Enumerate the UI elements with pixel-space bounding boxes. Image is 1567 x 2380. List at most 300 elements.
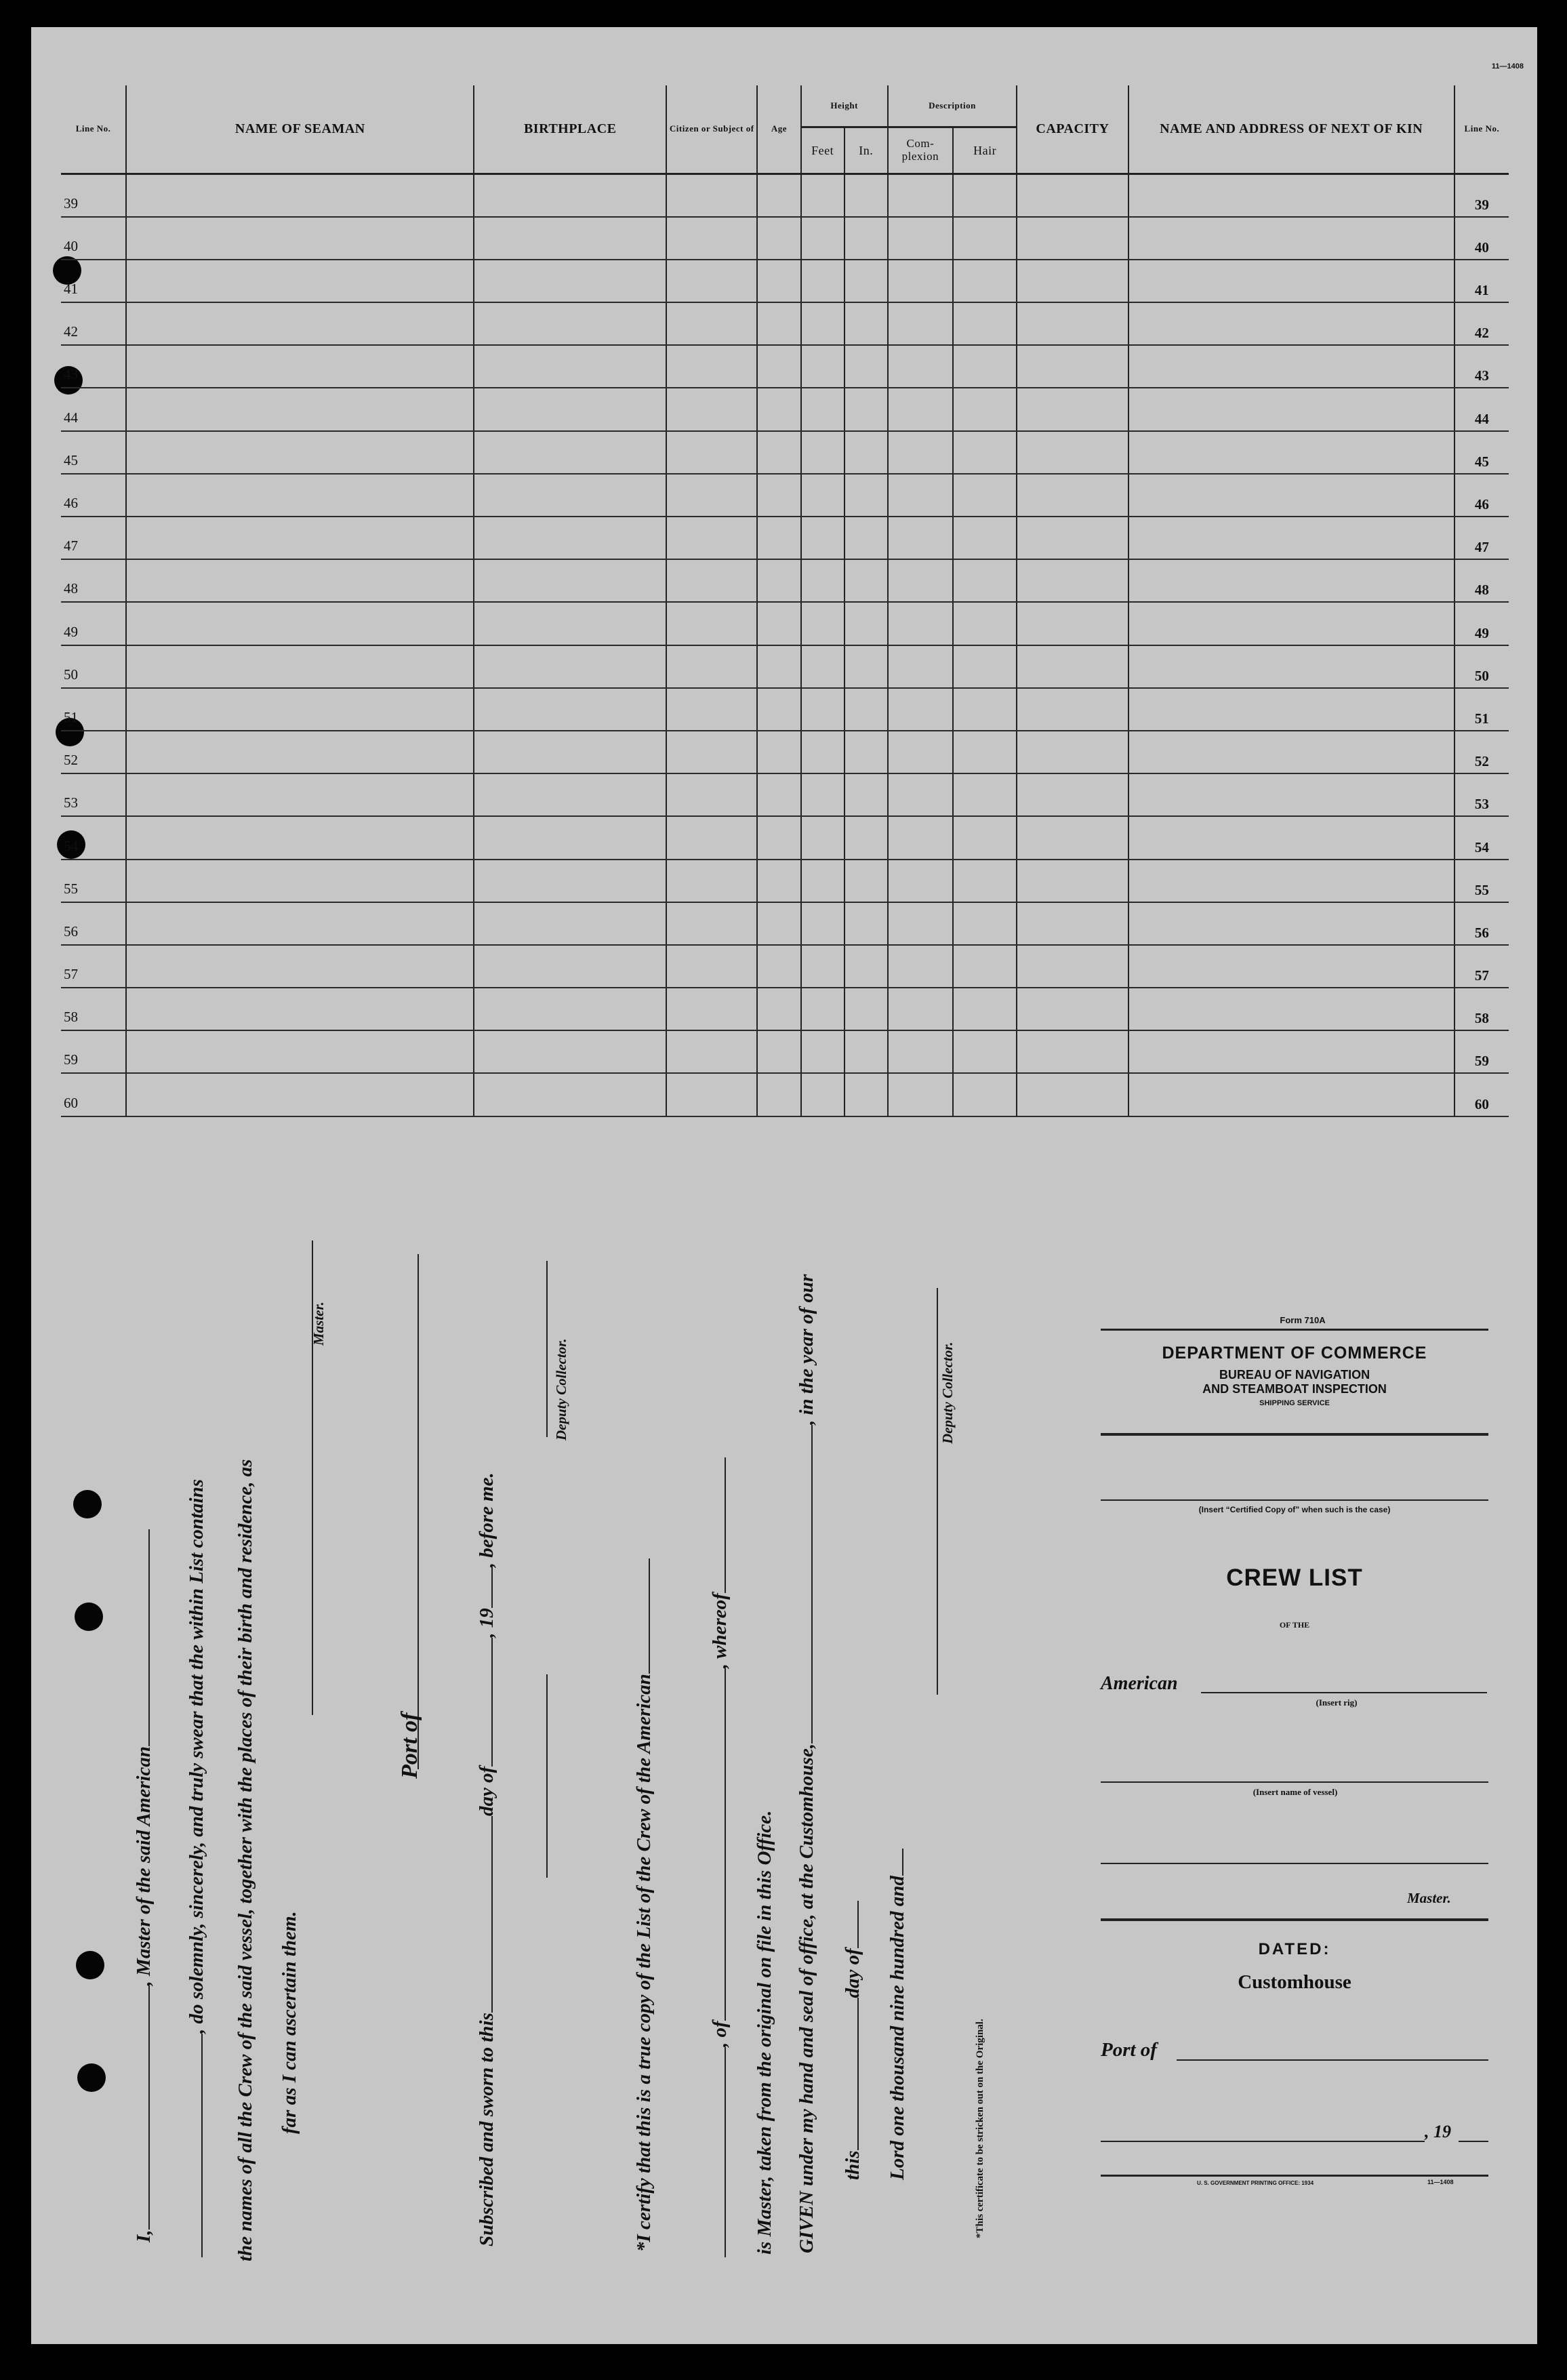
table-cell[interactable]: [953, 773, 1017, 816]
table-cell[interactable]: [474, 517, 666, 559]
table-cell[interactable]: [126, 302, 474, 345]
table-cell[interactable]: [888, 345, 953, 388]
row-line-number-right: 48: [1454, 559, 1509, 602]
cover-year-blank[interactable]: [1459, 2141, 1488, 2142]
department-title: DEPARTMENT OF COMMERCE: [1162, 1344, 1427, 1363]
table-cell[interactable]: [666, 602, 757, 645]
rig-blank[interactable]: [1201, 1692, 1487, 1693]
table-cell[interactable]: [474, 860, 666, 902]
table-cell[interactable]: [757, 988, 800, 1030]
table-cell[interactable]: [844, 345, 888, 388]
vessel-name-blank[interactable]: [148, 1529, 150, 1746]
table-row: [61, 945, 1509, 988]
table-cell[interactable]: [757, 517, 800, 559]
certificate-line-1: *I certify that this is a true copy of the List of the Crew of the American: [633, 1371, 655, 2252]
american-label: American: [1101, 1673, 1178, 1694]
table-cell[interactable]: [757, 945, 800, 988]
table-cell[interactable]: [1128, 388, 1454, 430]
cert-day-blank[interactable]: [857, 1998, 859, 2150]
table-cell[interactable]: [801, 860, 844, 902]
table-cell[interactable]: [844, 1030, 888, 1073]
table-cell[interactable]: [844, 1073, 888, 1116]
table-cell[interactable]: [757, 388, 800, 430]
table-cell[interactable]: [666, 816, 757, 859]
table-cell[interactable]: [666, 388, 757, 430]
table-cell[interactable]: [844, 816, 888, 859]
table-cell[interactable]: [1128, 645, 1454, 688]
table-cell[interactable]: [1128, 602, 1454, 645]
table-cell[interactable]: [953, 174, 1017, 217]
table-cell[interactable]: [888, 688, 953, 731]
table-cell[interactable]: [757, 773, 800, 816]
table-cell[interactable]: [1128, 302, 1454, 345]
table-cell[interactable]: [888, 731, 953, 773]
table-cell[interactable]: [844, 388, 888, 430]
table-cell[interactable]: [953, 1030, 1017, 1073]
row-line-number-right: 51: [1454, 688, 1509, 731]
table-cell[interactable]: [953, 860, 1017, 902]
table-cell[interactable]: [953, 388, 1017, 430]
table-cell[interactable]: [474, 174, 666, 217]
table-cell[interactable]: [474, 645, 666, 688]
table-cell[interactable]: [844, 474, 888, 517]
table-cell[interactable]: [844, 174, 888, 217]
table-cell[interactable]: [666, 302, 757, 345]
table-row: [61, 431, 1509, 474]
table-cell[interactable]: [474, 431, 666, 474]
table-cell[interactable]: [1128, 816, 1454, 859]
cert-customhouse-blank[interactable]: [811, 1425, 813, 1743]
table-cell[interactable]: [757, 1073, 800, 1116]
table-cell[interactable]: [801, 1030, 844, 1073]
vessel-name-blank-cover[interactable]: [1101, 1781, 1488, 1783]
table-cell[interactable]: [1128, 517, 1454, 559]
table-cell[interactable]: [126, 431, 474, 474]
master-label: Master.: [310, 1302, 327, 1346]
table-cell[interactable]: [474, 559, 666, 602]
table-cell[interactable]: [888, 773, 953, 816]
table-cell[interactable]: [757, 816, 800, 859]
row-line-number-right: 52: [1454, 731, 1509, 773]
vessel-blank[interactable]: [201, 2034, 203, 2257]
table-cell[interactable]: [844, 645, 888, 688]
cover-date-blank[interactable]: [1101, 2141, 1425, 2142]
table-cell[interactable]: [801, 474, 844, 517]
table-cell[interactable]: [953, 602, 1017, 645]
table-cell[interactable]: [666, 1073, 757, 1116]
table-cell[interactable]: [801, 902, 844, 945]
table-cell[interactable]: [844, 559, 888, 602]
table-cell[interactable]: [844, 902, 888, 945]
table-cell[interactable]: [474, 688, 666, 731]
table-cell[interactable]: [888, 260, 953, 302]
table-cell[interactable]: [1128, 474, 1454, 517]
table-row: [61, 688, 1509, 731]
cover-port-of-label: Port of: [1101, 2039, 1157, 2061]
table-row: [61, 517, 1509, 559]
table-cell[interactable]: [757, 260, 800, 302]
table-cell[interactable]: [844, 517, 888, 559]
table-cell[interactable]: [1128, 1073, 1454, 1116]
table-cell[interactable]: [1017, 345, 1128, 388]
cover-rule-mid: [1101, 1433, 1488, 1436]
table-cell[interactable]: [888, 945, 953, 988]
table-cell[interactable]: [801, 602, 844, 645]
table-cell[interactable]: [801, 645, 844, 688]
port-of-label: Port of: [397, 1712, 422, 1779]
punch-hole: [77, 2063, 106, 2092]
month-blank[interactable]: [491, 1638, 493, 1767]
row-line-number-right: 60: [1454, 1073, 1509, 1116]
table-cell[interactable]: [888, 517, 953, 559]
row-line-number: 55: [61, 860, 126, 902]
table-cell[interactable]: [126, 559, 474, 602]
table-cell[interactable]: [801, 731, 844, 773]
table-cell[interactable]: [953, 559, 1017, 602]
table-cell[interactable]: [757, 902, 800, 945]
table-cell[interactable]: [888, 988, 953, 1030]
table-cell[interactable]: [666, 559, 757, 602]
table-cell[interactable]: [757, 688, 800, 731]
cover-rule-top: [1101, 1329, 1488, 1331]
table-cell[interactable]: [1017, 731, 1128, 773]
table-cell[interactable]: [474, 345, 666, 388]
table-cell[interactable]: [1017, 559, 1128, 602]
cover-rule-lower: [1101, 1918, 1488, 1921]
table-cell[interactable]: [126, 731, 474, 773]
table-cell[interactable]: [844, 688, 888, 731]
master-name-blank[interactable]: [148, 1985, 150, 2230]
table-cell[interactable]: [126, 174, 474, 217]
header-feet: Feet: [801, 127, 844, 174]
table-cell[interactable]: [888, 217, 953, 260]
table-cell[interactable]: [1128, 345, 1454, 388]
table-cell[interactable]: [801, 260, 844, 302]
table-cell[interactable]: [1128, 902, 1454, 945]
row-line-number: 46: [61, 474, 126, 517]
table-cell[interactable]: [844, 302, 888, 345]
row-line-number-right: 45: [1454, 431, 1509, 474]
cover-port-blank[interactable]: [1177, 2059, 1488, 2061]
table-cell[interactable]: [1128, 260, 1454, 302]
cert-vessel-blank[interactable]: [649, 1558, 650, 1674]
table-cell[interactable]: [666, 945, 757, 988]
table-cell[interactable]: [126, 474, 474, 517]
table-cell[interactable]: [474, 302, 666, 345]
table-cell[interactable]: [1017, 217, 1128, 260]
table-cell[interactable]: [126, 902, 474, 945]
row-line-number: 56: [61, 902, 126, 945]
table-cell[interactable]: [1017, 1073, 1128, 1116]
row-line-number-right: 42: [1454, 302, 1509, 345]
table-cell[interactable]: [1017, 688, 1128, 731]
table-cell[interactable]: [1128, 731, 1454, 773]
cert-month-blank[interactable]: [857, 1901, 859, 1948]
table-cell[interactable]: [953, 1073, 1017, 1116]
table-cell[interactable]: [666, 431, 757, 474]
table-cell[interactable]: [801, 517, 844, 559]
table-cell[interactable]: [801, 431, 844, 474]
collector-signature-line[interactable]: [546, 1674, 548, 1878]
table-cell[interactable]: [474, 1073, 666, 1116]
table-cell[interactable]: [474, 474, 666, 517]
table-cell[interactable]: [126, 988, 474, 1030]
table-cell[interactable]: [888, 474, 953, 517]
table-cell[interactable]: [126, 645, 474, 688]
punch-hole: [76, 1951, 104, 1979]
table-cell[interactable]: [757, 302, 800, 345]
table-cell[interactable]: [953, 688, 1017, 731]
table-cell[interactable]: [1017, 431, 1128, 474]
table-cell[interactable]: [757, 645, 800, 688]
subscribed-line: Subscribed and sworn to thisday of, 19, before me.: [476, 1472, 497, 2246]
header-line-no: Line No.: [61, 85, 126, 174]
table-cell[interactable]: [666, 517, 757, 559]
oath-line-3: the names of all the Crew of the said vessel, together with the places of their birth and residence, as: [235, 1459, 256, 2261]
table-cell[interactable]: [888, 602, 953, 645]
table-cell[interactable]: [474, 988, 666, 1030]
certificate-line-3: is Master, taken from the original on file in this Office.: [754, 1810, 775, 2255]
port-of-blank[interactable]: [418, 1254, 419, 1769]
table-cell[interactable]: [126, 345, 474, 388]
table-cell[interactable]: [1017, 474, 1128, 517]
table-cell[interactable]: [474, 260, 666, 302]
table-cell[interactable]: [953, 345, 1017, 388]
table-cell[interactable]: [1128, 688, 1454, 731]
table-cell[interactable]: [666, 988, 757, 1030]
table-cell[interactable]: [801, 688, 844, 731]
table-cell[interactable]: [474, 945, 666, 988]
insert-rig-label: (Insert rig): [1316, 1697, 1358, 1708]
table-cell[interactable]: [666, 731, 757, 773]
table-cell[interactable]: [126, 1073, 474, 1116]
oath-line-1: I,, Master of the said American: [133, 1429, 155, 2242]
table-cell[interactable]: [126, 816, 474, 859]
table-cell[interactable]: [844, 431, 888, 474]
cert-port-blank[interactable]: [725, 1668, 726, 2021]
table-cell[interactable]: [888, 302, 953, 345]
table-cell[interactable]: [126, 602, 474, 645]
table-cell[interactable]: [1128, 174, 1454, 217]
table-cell[interactable]: [888, 645, 953, 688]
table-cell[interactable]: [757, 860, 800, 902]
header-capacity: CAPACITY: [1017, 85, 1128, 174]
table-row: [61, 559, 1509, 602]
row-line-number-right: 57: [1454, 945, 1509, 988]
table-cell[interactable]: [1017, 1030, 1128, 1073]
table-cell[interactable]: [757, 174, 800, 217]
row-line-number: 40: [61, 217, 126, 260]
table-cell[interactable]: [474, 1030, 666, 1073]
table-cell[interactable]: [1017, 816, 1128, 859]
table-cell[interactable]: [1128, 945, 1454, 988]
table-cell[interactable]: [666, 217, 757, 260]
table-cell[interactable]: [757, 559, 800, 602]
table-cell[interactable]: [1128, 217, 1454, 260]
table-cell[interactable]: [953, 260, 1017, 302]
header-description: Description: [888, 85, 1017, 127]
table-cell[interactable]: [844, 773, 888, 816]
table-cell[interactable]: [953, 474, 1017, 517]
table-cell[interactable]: [1017, 602, 1128, 645]
table-cell[interactable]: [1017, 988, 1128, 1030]
table-cell[interactable]: [666, 688, 757, 731]
table-cell[interactable]: [1017, 517, 1128, 559]
cert-master-blank[interactable]: [725, 1457, 726, 1593]
table-cell[interactable]: [1017, 773, 1128, 816]
table-cell[interactable]: [1017, 860, 1128, 902]
table-cell[interactable]: [801, 217, 844, 260]
row-line-number: 59: [61, 1030, 126, 1073]
table-cell[interactable]: [666, 645, 757, 688]
table-cell[interactable]: [844, 945, 888, 988]
table-cell[interactable]: [1128, 431, 1454, 474]
table-cell[interactable]: [953, 945, 1017, 988]
table-cell[interactable]: [801, 559, 844, 602]
table-cell[interactable]: [126, 217, 474, 260]
header-age: Age: [757, 85, 800, 174]
table-cell[interactable]: [953, 302, 1017, 345]
row-line-number-right: 53: [1454, 773, 1509, 816]
table-cell[interactable]: [953, 431, 1017, 474]
table-cell[interactable]: [888, 431, 953, 474]
table-cell[interactable]: [757, 217, 800, 260]
table-cell[interactable]: [126, 1030, 474, 1073]
table-cell[interactable]: [757, 731, 800, 773]
table-cell[interactable]: [801, 388, 844, 430]
table-row: [61, 773, 1509, 816]
table-cell[interactable]: [801, 816, 844, 859]
table-cell[interactable]: [474, 388, 666, 430]
table-cell[interactable]: [126, 945, 474, 988]
collector-signature-line-top[interactable]: [546, 1261, 548, 1437]
table-cell[interactable]: [474, 217, 666, 260]
table-cell[interactable]: [126, 260, 474, 302]
table-cell[interactable]: [666, 1030, 757, 1073]
row-line-number-right: 58: [1454, 988, 1509, 1030]
table-row: [61, 1073, 1509, 1116]
table-row: [61, 1030, 1509, 1073]
table-cell[interactable]: [801, 302, 844, 345]
table-cell[interactable]: [1128, 988, 1454, 1030]
table-cell[interactable]: [801, 174, 844, 217]
table-cell[interactable]: [757, 474, 800, 517]
table-cell[interactable]: [844, 731, 888, 773]
table-cell[interactable]: [953, 217, 1017, 260]
table-cell[interactable]: [126, 388, 474, 430]
table-cell[interactable]: [953, 816, 1017, 859]
table-cell[interactable]: [1017, 645, 1128, 688]
master-blank-cover[interactable]: [1101, 1863, 1488, 1864]
table-cell[interactable]: [1128, 773, 1454, 816]
table-cell[interactable]: [844, 602, 888, 645]
table-cell[interactable]: [126, 517, 474, 559]
row-line-number-right: 55: [1454, 860, 1509, 902]
table-cell[interactable]: [474, 602, 666, 645]
row-line-number: 39: [61, 174, 126, 217]
table-cell[interactable]: [757, 602, 800, 645]
table-cell[interactable]: [1017, 945, 1128, 988]
table-cell[interactable]: [844, 260, 888, 302]
table-cell[interactable]: [844, 860, 888, 902]
table-cell[interactable]: [666, 260, 757, 302]
table-cell[interactable]: [126, 860, 474, 902]
crew-list-title: CREW LIST: [1226, 1565, 1363, 1591]
table-cell[interactable]: [801, 945, 844, 988]
table-cell[interactable]: [1017, 902, 1128, 945]
table-cell[interactable]: [474, 816, 666, 859]
table-cell[interactable]: [844, 988, 888, 1030]
year-blank[interactable]: [491, 1567, 493, 1608]
table-cell[interactable]: [888, 902, 953, 945]
table-cell[interactable]: [757, 345, 800, 388]
table-cell[interactable]: [888, 816, 953, 859]
header-next-of-kin: NAME AND ADDRESS OF NEXT OF KIN: [1128, 85, 1454, 174]
table-cell[interactable]: [666, 860, 757, 902]
table-cell[interactable]: [474, 902, 666, 945]
table-cell[interactable]: [1128, 1030, 1454, 1073]
table-cell[interactable]: [666, 474, 757, 517]
table-cell[interactable]: [801, 345, 844, 388]
table-cell[interactable]: [757, 431, 800, 474]
table-row: [61, 602, 1509, 645]
table-cell[interactable]: [666, 773, 757, 816]
cert-year-blank[interactable]: [902, 1849, 903, 1876]
cert-collector-line[interactable]: [937, 1288, 938, 1695]
table-cell[interactable]: [666, 902, 757, 945]
table-cell[interactable]: [666, 345, 757, 388]
table-cell[interactable]: [888, 559, 953, 602]
table-cell[interactable]: [1017, 302, 1128, 345]
table-cell[interactable]: [126, 773, 474, 816]
cert-rig-blank[interactable]: [725, 2047, 726, 2257]
table-cell[interactable]: [474, 731, 666, 773]
table-cell[interactable]: [953, 645, 1017, 688]
day-blank[interactable]: [491, 1816, 493, 2013]
table-cell[interactable]: [1128, 860, 1454, 902]
table-cell[interactable]: [801, 988, 844, 1030]
table-cell[interactable]: [1017, 388, 1128, 430]
table-cell[interactable]: [757, 1030, 800, 1073]
table-cell[interactable]: [801, 773, 844, 816]
table-cell[interactable]: [1128, 559, 1454, 602]
table-row: [61, 388, 1509, 430]
table-cell[interactable]: [953, 517, 1017, 559]
row-line-number: 54: [61, 816, 126, 859]
certified-copy-blank[interactable]: [1101, 1499, 1488, 1501]
table-cell[interactable]: [953, 988, 1017, 1030]
table-cell[interactable]: [1017, 174, 1128, 217]
bureau-line-2: AND STEAMBOAT INSPECTION: [1202, 1382, 1387, 1396]
table-cell[interactable]: [474, 773, 666, 816]
table-cell[interactable]: [888, 174, 953, 217]
table-cell[interactable]: [888, 1030, 953, 1073]
table-cell[interactable]: [953, 902, 1017, 945]
table-cell[interactable]: [801, 1073, 844, 1116]
table-cell[interactable]: [888, 860, 953, 902]
table-cell[interactable]: [126, 688, 474, 731]
header-birthplace: BIRTHPLACE: [474, 85, 666, 174]
table-cell[interactable]: [666, 174, 757, 217]
table-cell[interactable]: [844, 217, 888, 260]
row-line-number: 57: [61, 945, 126, 988]
certificate-line-2: , of, whereof: [709, 1376, 731, 2257]
table-cell[interactable]: [953, 731, 1017, 773]
table-cell[interactable]: [1017, 260, 1128, 302]
table-cell[interactable]: [888, 1073, 953, 1116]
table-cell[interactable]: [888, 388, 953, 430]
row-line-number: 53: [61, 773, 126, 816]
